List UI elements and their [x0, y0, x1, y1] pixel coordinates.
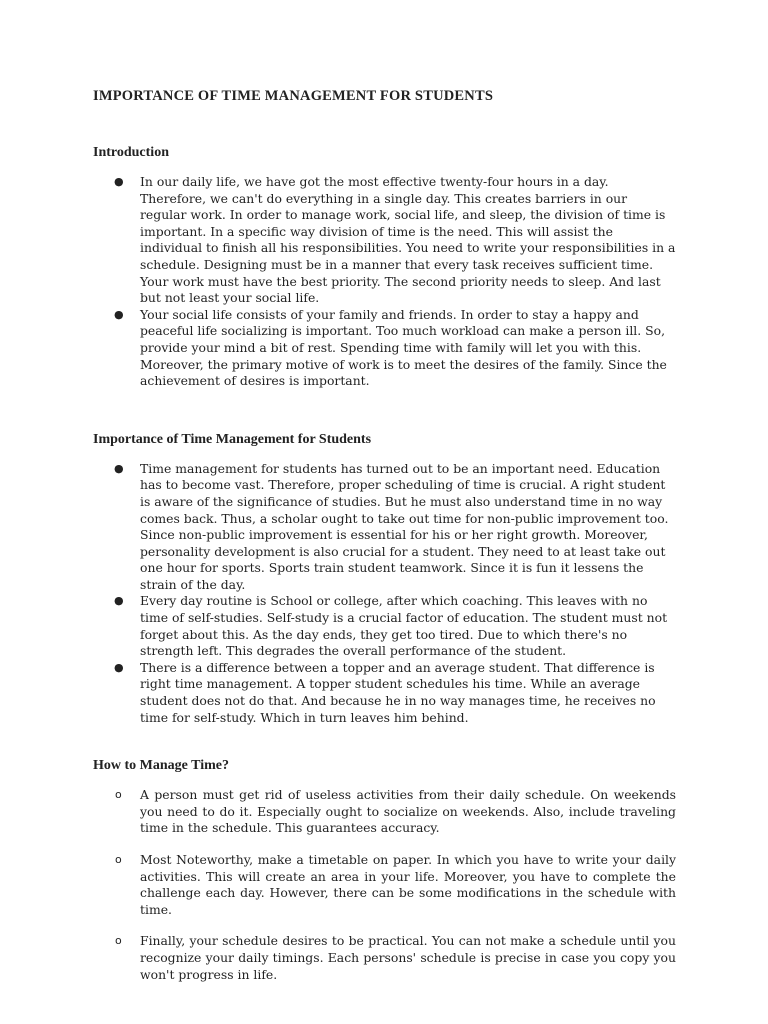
list-item [93, 852, 676, 918]
list-item-text: There is a difference between a topper and an average student. That difference is right time management. A topper student schedules his time. While an average student does not do that. And because he in no way manages time, he receives no time for self-study. Which in turn leaves him behind. [140, 659, 656, 725]
list-item [93, 174, 676, 307]
circle-bullet-list [93, 787, 676, 983]
bullet-list [93, 174, 676, 390]
section-heading: Importance of Time Management for Students [93, 431, 372, 447]
list-item-text: Your social life consists of your family and friends. In order to stay a happy and peaceful life socializing is important. Too much workload can make a person ill. So, provide your mind a bit of rest. Spending time with family will let you with this. Moreover, the primary motive of work is to meet the desires of the family. Since the achievement of desires is important. [140, 306, 667, 389]
section-how-to-manage-time [93, 756, 676, 983]
list-item-text: Time management for students has turned out to be an important need. Education has to become vast. Therefore, proper scheduling of time is crucial. A right student is aware of the significance of studies. But he must also understand time in no way comes back. Thus, a scholar ought to take out time for non-public improvement too. Since non-public improvement is essential for his or her right growth. Moreover, personality development is also crucial for a student. They need to at least take out one hour for sports. Sports train student teamwork. Since it is fun it lessens the strain of the day. [140, 460, 669, 592]
circle-bullet-icon: o [115, 853, 122, 866]
bullet-icon: ● [114, 660, 124, 674]
list-item [93, 933, 676, 983]
list-item-text: Most Noteworthy, make a timetable on paper. In which you have to write your daily activities. This will create an area in your life. Moreover, you have to complete the challenge each day. However, there can be some modifications in the schedule with time. [140, 852, 676, 917]
list-item-text: In our daily life, we have got the most effective twenty-four hours in a day. Therefore, we can't do everything in a single day. This creates barriers in our regular work. In order to manage work, social life, and sleep, the division of time is important. In a specific way division of time is the need. This will assist the individual to finish all his responsibilities. You need to write your responsibilities in a schedule. Designing must be in a manner that every task receives sufficient time. Your work must have the best priority. The second priority needs to sleep. And last but not least your social life. [140, 174, 676, 306]
document-title: IMPORTANCE OF TIME MANAGEMENT FOR STUDENTS [93, 88, 494, 104]
section-introduction [93, 143, 676, 390]
circle-bullet-icon: o [115, 934, 122, 948]
bullet-icon: ● [114, 594, 124, 608]
section-heading: How to Manage Time? [93, 758, 229, 774]
list-item [93, 660, 676, 726]
list-item-text: Every day routine is School or college, after which coaching. This leaves with no time of self-studies. Self-study is a crucial factor of education. The student must not forget about this. As the day ends, they get too tired. Due to which there's no strength left. This degrades the overall performance of the student. [140, 593, 668, 659]
bullet-icon: ● [114, 461, 124, 475]
list-item [93, 461, 676, 594]
list-item-text: Finally, your schedule desires to be practical. You can not make a schedule until you recognize your daily timings. Each persons' schedule is precise in case you copy you won't progress in life. [140, 933, 676, 982]
list-item [93, 307, 676, 390]
bullet-icon: ● [114, 307, 124, 321]
list-item [93, 593, 676, 659]
list-item-text: A person must get rid of useless activities from their daily schedule. On weekends you need to do it. Especially ought to socialize on weekends. Also, include traveling time in the schedule. This guarantees accuracy. [140, 787, 676, 836]
bullet-icon: ● [114, 175, 124, 188]
section-heading: Introduction [93, 145, 169, 160]
circle-bullet-icon: o [115, 788, 122, 802]
bullet-list [93, 461, 676, 727]
list-item [93, 787, 676, 837]
section-importance [93, 430, 676, 727]
